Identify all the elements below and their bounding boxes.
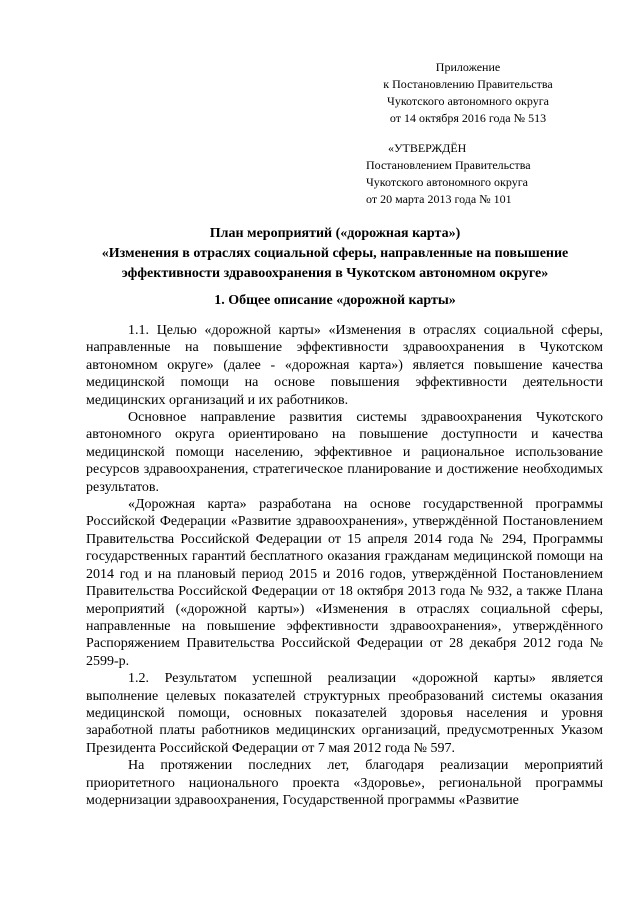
approval-line: Постановлением Правительства: [366, 158, 531, 172]
appendix-line: Приложение: [435, 60, 501, 74]
paragraph: На протяжении последних лет, благодаря реализации мероприятий приоритетного национального проекта «Здоровье», региональной программы модернизации здравоохранения, Государственной программы «Развитие: [86, 758, 603, 808]
approval-line: от 20 марта 2013 года № 101: [366, 192, 512, 206]
document-title: [70, 224, 600, 284]
approval-line: «УТВЕРЖДЁН: [388, 141, 467, 155]
paragraph: Основное направление развития системы здравоохранения Чукотского автономного округа ориентировано на повышение доступности и качества медицинской помощи населению, эффективное и рациональное использование ресурсов здравоохранения, стратегическое планирование и достижение необходимых результатов.: [86, 410, 603, 495]
appendix-note: [368, 59, 568, 127]
approval-stamp: [366, 140, 576, 208]
body-text: [86, 322, 603, 809]
appendix-line: от 14 октября 2016 года № 513: [389, 111, 547, 125]
section-heading: 1. Общее описание «дорожной карты»: [214, 293, 456, 308]
appendix-line: к Постановлению Правительства: [383, 77, 553, 91]
approval-line: Чукотского автономного округа: [366, 175, 528, 189]
title-line: эффективности здравоохранения в Чукотском автономном округе»: [121, 266, 549, 281]
paragraph: 1.2. Результатом успешной реализации «дорожной карты» является выполнение целевых показателей структурных преобразований системы оказания медицинской помощи, основных показателей здоровья населения и уровня заработной платы работников медицинских организаций, предусмотренных Указом Президента Российской Федерации от 7 мая 2012 года № 597.: [86, 671, 603, 756]
title-line: «Изменения в отраслях социальной сферы, направленные на повышение: [101, 246, 569, 261]
paragraph: 1.1. Целью «дорожной карты» «Изменения в отраслях социальной сферы, направленные на повышение эффективности здравоохранения в Чукотском автономном округе» (далее - «дорожная карта») является повышение качества медицинской помощи на основе повышения эффективности деятельности медицинских организаций и их работников.: [86, 323, 603, 408]
appendix-line: Чукотского автономного округа: [387, 94, 549, 108]
title-line: План мероприятий («дорожная карта»): [209, 226, 461, 241]
paragraph: «Дорожная карта» разработана на основе государственной программы Российской Федерации «Развитие здравоохранения», утверждённой Постановлением Правительства Российской Федерации от 15 апреля 2014 года № 294, Программы государственных гарантий бесплатного оказания гражданам медицинской помощи на 2014 год и на плановый период 2015 и 2016 годов, утверждённой Постановлением Правительства Российской Федерации от 18 октября 2013 года № 932, а также Плана мероприятий («дорожной карты») «Изменения в отраслях социальной сферы, направленные на повышение эффективности здравоохранения», утверждённого Распоряжением Правительства Российской Федерации от 28 декабря 2012 года № 2599-р.: [86, 497, 603, 669]
